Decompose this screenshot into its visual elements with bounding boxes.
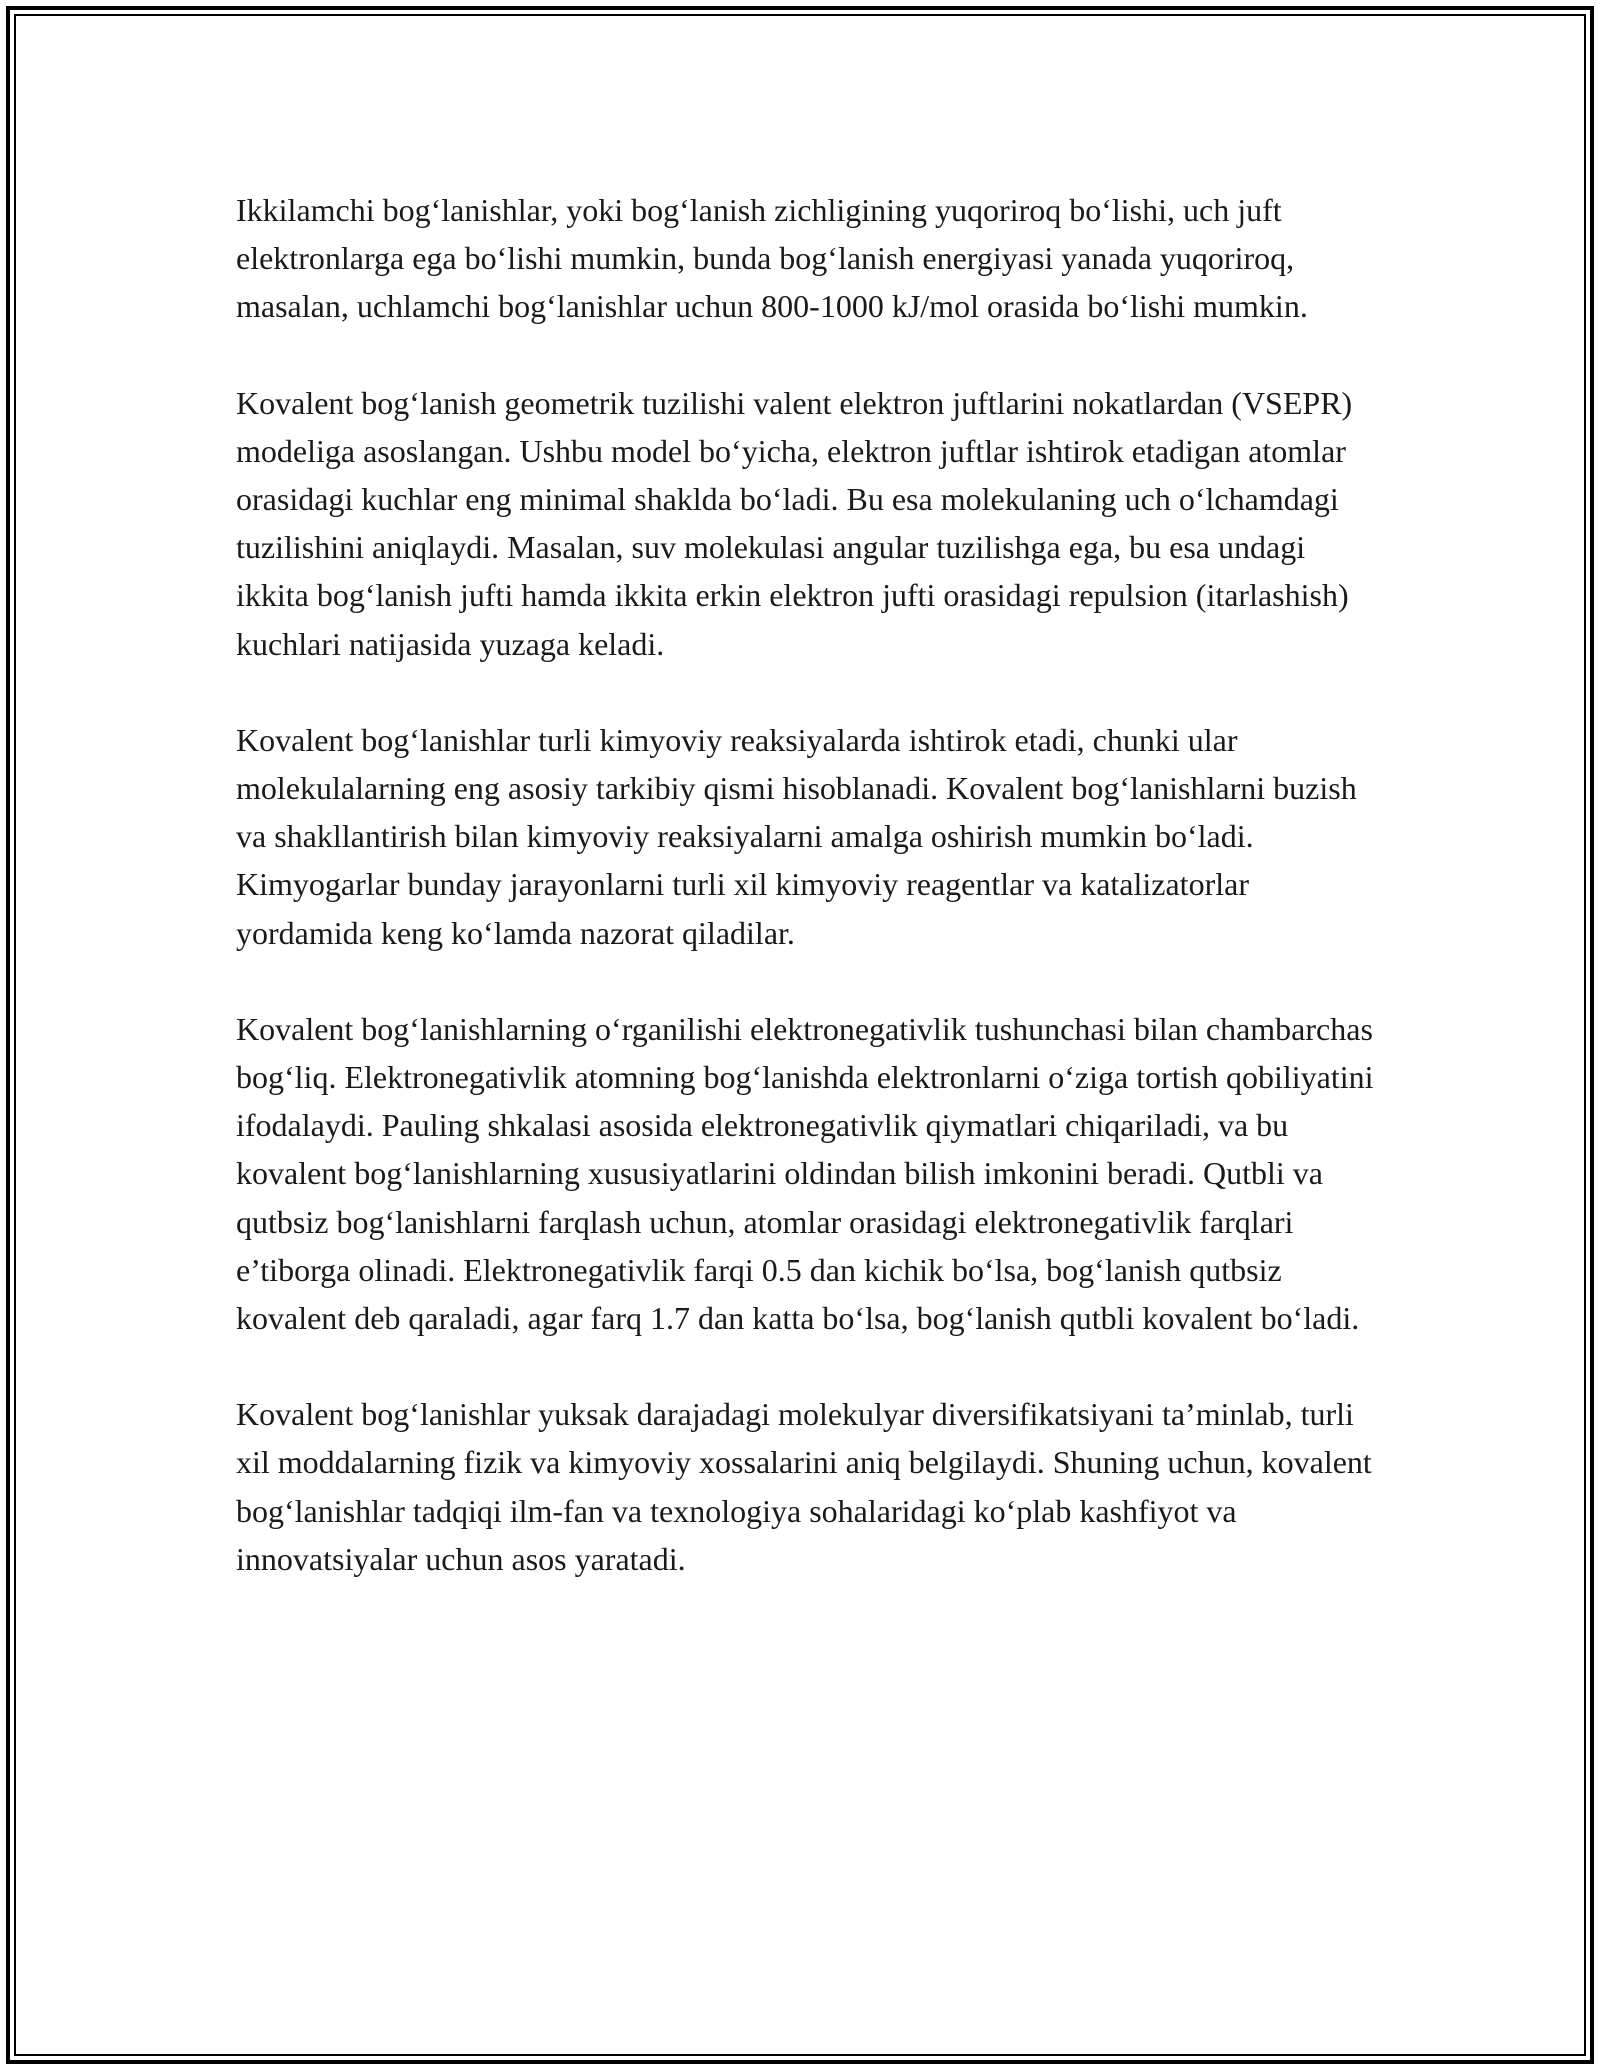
paragraph-5: Kovalent bog‘lanishlar yuksak darajadagi molekulyar diversifikatsiyani ta’minlab, turli xil moddalarning fizik va kimyoviy xossalarini aniq belgilaydi. Shuning uchun, kovalent bog‘lanishlar tadqiqi ilm-fan va texnologiya sohalaridagi ko‘plab kashfiyot va innovatsiyalar uchun asos yaratadi. <box>236 1396 1372 1577</box>
document-body <box>236 186 1376 1631</box>
paragraph-1: Ikkilamchi bog‘lanishlar, yoki bog‘lanish zichligining yuqoriroq bo‘lishi, uch juft elektronlarga ega bo‘lishi mumkin, bunda bog‘lanish energiyasi yanada yuqoriroq, masalan, uchlamchi bog‘lanishlar uchun 800-1000 kJ/mol orasida bo‘lishi mumkin. <box>236 192 1308 325</box>
paragraph-4: Kovalent bog‘lanishlarning o‘rganilishi elektronegativlik tushunchasi bilan chambarchas bog‘liq. Elektronegativlik atomning bog‘lanishda elektronlarni o‘ziga tortish qobiliyatini ifodalaydi. Pauling shkalasi asosida elektronegativlik qiymatlari chiqariladi, va bu kovalent bog‘lanishlarning xususiyatlarini oldindan bilish imkonini beradi. Qutbli va qutbsiz bog‘lanishlarni farqlash uchun, atomlar orasidagi elektronegativlik farqlari e’tiborga olinadi. Elektronegativlik farqi 0.5 dan kichik bo‘lsa, bog‘lanish qutbsiz kovalent deb qaraladi, agar farq 1.7 dan katta bo‘lsa, bog‘lanish qutbli kovalent bo‘ladi. <box>236 1010 1374 1337</box>
paragraph-2: Kovalent bog‘lanish geometrik tuzilishi valent elektron juftlarini nokatlardan (VSEPR) modeliga asoslangan. Ushbu model bo‘yicha, elektron juftlar ishtirok etadigan atomlar orasidagi kuchlar eng minimal shaklda bo‘ladi. Bu esa molekulaning uch o‘lchamdagi tuzilishini aniqlaydi. Masalan, suv molekulasi angular tuzilishga ega, bu esa undagi ikkita bog‘lanish jufti hamda ikkita erkin elektron jufti orasidagi repulsion (itarlashish) kuchlari natijasida yuzaga keladi. <box>236 384 1353 662</box>
paragraph-3: Kovalent bog‘lanishlar turli kimyoviy reaksiyalarda ishtirok etadi, chunki ular molekulalarning eng asosiy tarkibiy qismi hisoblanadi. Kovalent bog‘lanishlarni buzish va shakllantirish bilan kimyoviy reaksiyalarni amalga oshirish mumkin bo‘ladi. Kimyogarlar bunday jarayonlarni turli xil kimyoviy reagentlar va katalizatorlar yordamida keng ko‘lamda nazorat qiladilar. <box>236 721 1357 951</box>
